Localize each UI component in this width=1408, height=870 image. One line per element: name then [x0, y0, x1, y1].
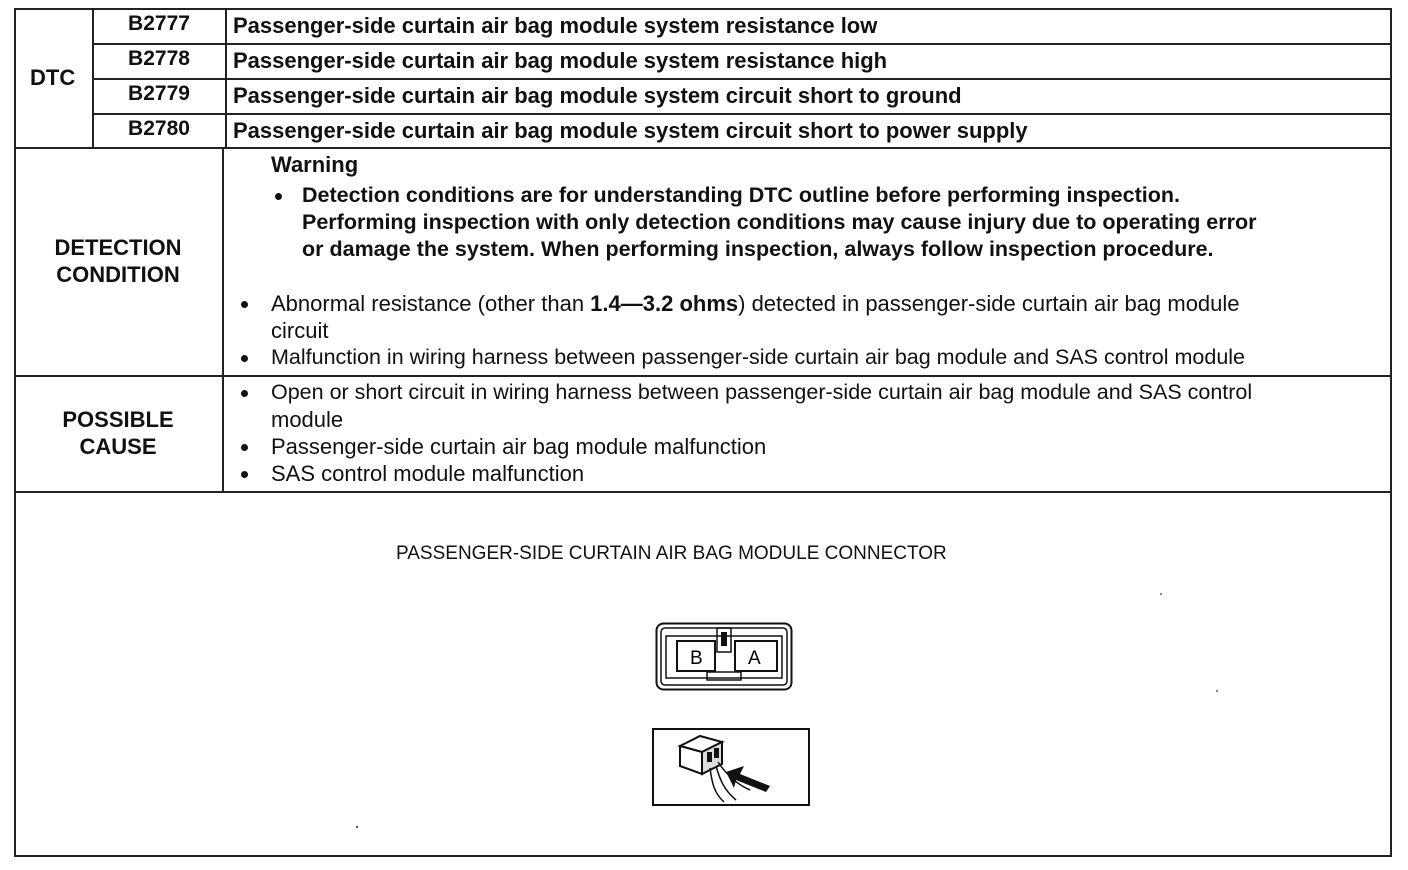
col-divider: [225, 8, 227, 149]
scan-speck: [356, 826, 358, 828]
bullet-icon: [241, 355, 248, 362]
cause-item-1-cont: module: [271, 407, 344, 432]
dtc-code: B2777: [128, 12, 190, 35]
detection-item-1-text-end: ) detected in passenger-side curtain air bag module: [738, 291, 1240, 316]
detection-item-1-cont: circuit: [271, 318, 329, 343]
detection-label-line2: CONDITION: [56, 262, 180, 287]
detection-label: [16, 234, 220, 288]
connector-front-view: [655, 622, 793, 692]
dtc-code: B2780: [128, 117, 190, 140]
detection-item-2: Malfunction in wiring harness between passenger-side curtain air bag module and SAS control module: [271, 345, 1246, 369]
bullet-icon: [275, 193, 282, 200]
connector-harness-side-arrow-icon: [652, 728, 810, 806]
connector-caption: PASSENGER-SIDE CURTAIN AIR BAG MODULE CONNECTOR: [396, 543, 947, 564]
detection-item-1-text: Abnormal resistance (other than: [271, 291, 591, 316]
warning-line: Detection conditions are for understanding DTC outline before performing inspection.: [302, 183, 1180, 207]
dtc-code: B2779: [128, 82, 190, 105]
row-divider: [14, 147, 1392, 149]
resistance-range: 1.4—3.2 ohms: [590, 291, 739, 316]
connector-pin: [707, 752, 712, 762]
cause-item-3: SAS control module malfunction: [271, 461, 585, 486]
possible-cause-label-line2: CAUSE: [79, 434, 157, 459]
possible-cause-label: [16, 406, 220, 460]
row-divider: [14, 491, 1392, 493]
terminal-b-label: B: [690, 648, 703, 669]
cause-item-1: Open or short circuit in wiring harness between passenger-side curtain air bag module and SAS control: [271, 380, 1253, 404]
connector-lock-tab-inner: [721, 632, 727, 646]
connector-pin: [714, 748, 719, 758]
detection-label-line1: DETECTION: [54, 235, 182, 260]
side-view-frame: [653, 729, 809, 805]
dtc-description: Passenger-side curtain air bag module system circuit short to power supply: [233, 118, 1028, 143]
dtc-description: Passenger-side curtain air bag module system resistance low: [233, 13, 878, 38]
dtc-label: DTC: [30, 65, 76, 90]
row-divider: [92, 43, 1392, 45]
bullet-icon: [241, 471, 248, 478]
possible-cause-label-line1: POSSIBLE: [62, 407, 174, 432]
col-divider: [222, 147, 224, 493]
bullet-icon: [241, 301, 248, 308]
bullet-icon: [241, 390, 248, 397]
terminal-a-label: A: [748, 648, 761, 669]
cause-item-2: Passenger-side curtain air bag module malfunction: [271, 434, 767, 459]
dtc-description: Passenger-side curtain air bag module system circuit short to ground: [233, 83, 962, 108]
warning-title: Warning: [271, 152, 359, 177]
warning-line: Performing inspection with only detection conditions may cause injury due to operating error: [302, 210, 1257, 234]
scan-speck: [1216, 690, 1218, 692]
dtc-code: B2778: [128, 47, 190, 70]
bullet-icon: [241, 444, 248, 451]
row-divider: [92, 113, 1392, 115]
row-divider: [14, 375, 1392, 377]
scan-speck: [1160, 593, 1162, 595]
detection-item-1: [271, 290, 1240, 317]
dtc-description: Passenger-side curtain air bag module system resistance high: [233, 48, 888, 73]
warning-line: or damage the system. When performing inspection, always follow inspection procedure.: [302, 237, 1214, 261]
row-divider: [92, 78, 1392, 80]
